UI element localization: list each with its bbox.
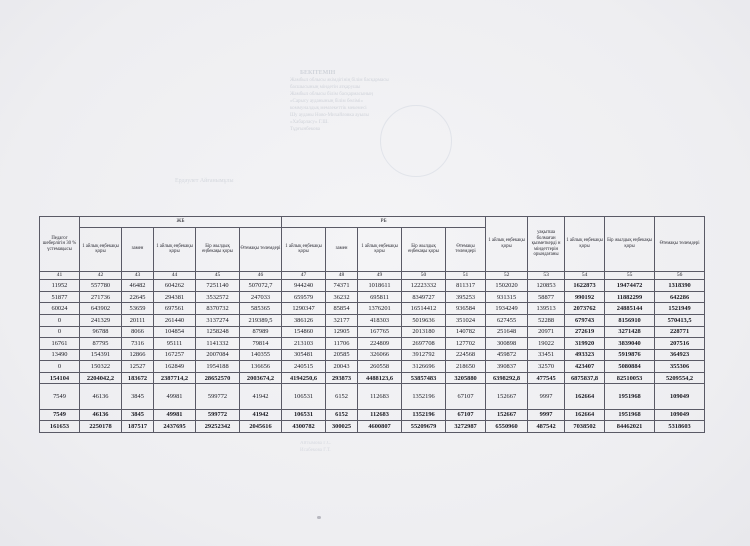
table-cell: 4194250,6 [282, 372, 326, 384]
column-number-row [40, 271, 705, 279]
table-cell: 2007084 [196, 349, 240, 361]
table-cell: 140355 [240, 349, 282, 361]
column-number: 53 [528, 271, 565, 279]
bleed-title: БЕКІТЕМІН [300, 70, 336, 76]
table-cell: 418303 [358, 314, 402, 326]
bleed-line: Жамбыл облысы әкімдігінің білім басқармасы [290, 78, 389, 83]
table-cell: 487542 [528, 421, 565, 433]
table-cell: 11952 [40, 280, 80, 292]
table-cell: 4600807 [358, 421, 402, 433]
table-cell: 154391 [80, 349, 122, 361]
table-cell: 8066 [122, 326, 154, 338]
table-row [40, 409, 705, 421]
table-cell: 20585 [326, 349, 358, 361]
table-cell: 6152 [326, 384, 358, 409]
table-cell: 931315 [486, 291, 528, 303]
table-cell: 599772 [196, 409, 240, 421]
header-cell: Бір жылдық еңбекақы қоры [402, 227, 446, 271]
table-cell: 127702 [446, 338, 486, 350]
table-cell: 7316 [122, 338, 154, 350]
table-cell: 936584 [446, 303, 486, 315]
table-cell: 272619 [565, 326, 605, 338]
table-cell: 271736 [80, 291, 122, 303]
table-cell: 294381 [154, 291, 196, 303]
table-cell: 585365 [240, 303, 282, 315]
table-cell: 659579 [282, 291, 326, 303]
table-cell: 52288 [528, 314, 565, 326]
table-cell: 161653 [40, 421, 80, 433]
header-cell: 1 айлық еңбекақы қоры [486, 217, 528, 272]
table-row [40, 303, 705, 315]
table-cell: 139513 [528, 303, 565, 315]
table-cell: 12905 [326, 326, 358, 338]
bleed-line: Айтымова Г.С. [300, 441, 332, 446]
bleed-line: коммуналдық мемлекеттік мекемесі [290, 106, 367, 111]
table-cell: 6152 [326, 409, 358, 421]
table-cell: 627455 [486, 314, 528, 326]
table-cell: 109049 [655, 409, 705, 421]
table-row [40, 291, 705, 303]
table-cell: 423407 [565, 361, 605, 373]
table-cell: 84462021 [605, 421, 655, 433]
table-cell: 0 [40, 326, 80, 338]
table-cell: 109049 [655, 384, 705, 409]
table-cell: 395253 [446, 291, 486, 303]
table-cell: 224568 [446, 349, 486, 361]
table-cell: 41942 [240, 409, 282, 421]
table-cell: 1290347 [282, 303, 326, 315]
table-cell: 24885144 [605, 303, 655, 315]
table-cell: 1521949 [655, 303, 705, 315]
table-cell: 41942 [240, 384, 282, 409]
bleed-line: «Сарысу ауданының білім бөлімі» [290, 99, 363, 104]
column-number: 54 [565, 271, 605, 279]
table-cell: 49981 [154, 384, 196, 409]
table-cell: 67107 [446, 409, 486, 421]
table-cell: 293873 [326, 372, 358, 384]
table-cell: 390837 [486, 361, 528, 373]
table-cell: 224809 [358, 338, 402, 350]
table-cell: 218650 [446, 361, 486, 373]
table-cell: 150322 [80, 361, 122, 373]
table-cell: 3126696 [402, 361, 446, 373]
table-cell: 477545 [528, 372, 565, 384]
table-cell: 7251140 [196, 280, 240, 292]
table-cell: 16761 [40, 338, 80, 350]
table-cell: 12527 [122, 361, 154, 373]
table-cell: 85854 [326, 303, 358, 315]
table-cell: 33451 [528, 349, 565, 361]
table-cell: 7549 [40, 384, 80, 409]
header-group-rb: РБ [282, 217, 486, 228]
table-cell: 87989 [240, 326, 282, 338]
table-cell: 5919876 [605, 349, 655, 361]
table-cell: 2697708 [402, 338, 446, 350]
table-cell: 5209554,2 [655, 372, 705, 384]
table-cell: 152667 [486, 409, 528, 421]
table-cell: 11882299 [605, 291, 655, 303]
table-cell: 1622873 [565, 280, 605, 292]
header-cell: Бір жылдық еңбекақы қоры [605, 217, 655, 272]
table-cell: 570413,5 [655, 314, 705, 326]
header-cell: 1 айлық еңбекақы қоры [358, 227, 402, 271]
bleed-through-mid: Ердәулет Айғанымұлы [175, 178, 234, 184]
header-cell: Өтемақы төлемдері [446, 227, 486, 271]
table-cell: 106531 [282, 384, 326, 409]
table-cell: 493323 [565, 349, 605, 361]
table-cell: 643902 [80, 303, 122, 315]
table-cell: 106531 [282, 409, 326, 421]
table-cell: 3137274 [196, 314, 240, 326]
table-cell: 679743 [565, 314, 605, 326]
table-cell: 213103 [282, 338, 326, 350]
bleed-line: «Хабарласу» Г.Ш. [290, 120, 329, 125]
table-cell: 20971 [528, 326, 565, 338]
table-cell: 2387714,2 [154, 372, 196, 384]
table-cell: 152667 [486, 384, 528, 409]
table-cell: 557780 [80, 280, 122, 292]
table-row [40, 372, 705, 384]
table-cell: 58877 [528, 291, 565, 303]
table-cell: 695811 [358, 291, 402, 303]
table-cell: 5080884 [605, 361, 655, 373]
table-cell: 183672 [122, 372, 154, 384]
table-cell: 112683 [358, 409, 402, 421]
table-cell: 87795 [80, 338, 122, 350]
table-cell: 9997 [528, 384, 565, 409]
table-cell: 305481 [282, 349, 326, 361]
table-cell: 247033 [240, 291, 282, 303]
salary-table [39, 216, 705, 433]
column-number: 48 [326, 271, 358, 279]
table-cell: 261440 [154, 314, 196, 326]
table-cell: 2003674,2 [240, 372, 282, 384]
scan-speck [317, 516, 321, 519]
table-cell: 187517 [122, 421, 154, 433]
table-cell: 32177 [326, 314, 358, 326]
table-cell: 12866 [122, 349, 154, 361]
table-cell: 53857483 [402, 372, 446, 384]
stamp-ghost [380, 105, 452, 177]
table-cell: 60024 [40, 303, 80, 315]
header-cell: 1 айлық еңбекақы қоры [80, 227, 122, 271]
table-cell: 3272987 [446, 421, 486, 433]
table-cell: 3205880 [446, 372, 486, 384]
table-cell: 2250178 [80, 421, 122, 433]
column-number: 45 [196, 271, 240, 279]
table-cell: 2013180 [402, 326, 446, 338]
table-cell: 3271428 [605, 326, 655, 338]
column-number: 52 [486, 271, 528, 279]
table-cell: 8156910 [605, 314, 655, 326]
table-cell: 3845 [122, 409, 154, 421]
table-cell: 162664 [565, 409, 605, 421]
table-cell: 162849 [154, 361, 196, 373]
header-group-jb: ЖБ [80, 217, 282, 228]
table-cell: 6398292,8 [486, 372, 528, 384]
column-number: 49 [358, 271, 402, 279]
table-cell: 1502020 [486, 280, 528, 292]
table-cell: 319920 [565, 338, 605, 350]
bleed-line: басшысының міндетін атқарушы [290, 85, 361, 90]
table-cell: 19022 [528, 338, 565, 350]
column-number: 51 [446, 271, 486, 279]
table-cell: 51877 [40, 291, 80, 303]
table-cell: 67107 [446, 384, 486, 409]
column-number: 46 [240, 271, 282, 279]
table-cell: 95111 [154, 338, 196, 350]
bleed-line: Тұрғынбекова [290, 127, 321, 132]
header-cell: 1 айлық еңбекақы қоры [282, 227, 326, 271]
table-cell: 459872 [486, 349, 528, 361]
table-cell: 6875837,8 [565, 372, 605, 384]
header-cell: Өтемақы төлемдері [655, 217, 705, 272]
column-number: 41 [40, 271, 80, 279]
table-cell: 355306 [655, 361, 705, 373]
table-cell: 13490 [40, 349, 80, 361]
table-cell: 154860 [282, 326, 326, 338]
table-cell: 112683 [358, 384, 402, 409]
table-cell: 3532572 [196, 291, 240, 303]
table-cell: 386126 [282, 314, 326, 326]
table-cell: 5318603 [655, 421, 705, 433]
table-cell: 28652570 [196, 372, 240, 384]
table-cell: 167257 [154, 349, 196, 361]
table-cell: 32570 [528, 361, 565, 373]
table-cell: 1141332 [196, 338, 240, 350]
table-cell: 1954188 [196, 361, 240, 373]
table-cell: 1258248 [196, 326, 240, 338]
table-cell: 4488123,6 [358, 372, 402, 384]
table-cell: 260558 [358, 361, 402, 373]
table-cell: 53659 [122, 303, 154, 315]
table-cell: 29252342 [196, 421, 240, 433]
table-cell: 300025 [326, 421, 358, 433]
table-cell: 16514412 [402, 303, 446, 315]
table-cell: 1018611 [358, 280, 402, 292]
table-cell: 364923 [655, 349, 705, 361]
table-cell: 3845 [122, 384, 154, 409]
table-cell: 1318390 [655, 280, 705, 292]
table-cell: 49981 [154, 409, 196, 421]
table-cell: 990192 [565, 291, 605, 303]
table-cell: 0 [40, 314, 80, 326]
table-cell: 120853 [528, 280, 565, 292]
column-number: 47 [282, 271, 326, 279]
header-cell: замен [122, 227, 154, 271]
header-cell: уақытша болмаған қызметкерді н міндеттерін орындағаны [528, 217, 565, 272]
column-number: 44 [154, 271, 196, 279]
table-row [40, 361, 705, 373]
table-cell: 219389,5 [240, 314, 282, 326]
table-cell: 1951968 [605, 409, 655, 421]
table-cell: 2437695 [154, 421, 196, 433]
table-cell: 3912792 [402, 349, 446, 361]
header-cell: Бір жылдық еңбекақы қоры [196, 227, 240, 271]
column-number: 56 [655, 271, 705, 279]
table-cell: 642286 [655, 291, 705, 303]
table-cell: 8370732 [196, 303, 240, 315]
table-row [40, 338, 705, 350]
table-cell: 241329 [80, 314, 122, 326]
table-cell: 36232 [326, 291, 358, 303]
table-row [40, 280, 705, 292]
table-cell: 9997 [528, 409, 565, 421]
table-cell: 1352196 [402, 409, 446, 421]
table-row [40, 349, 705, 361]
table-cell: 697561 [154, 303, 196, 315]
table-cell: 46136 [80, 409, 122, 421]
bleed-line: Жамбыл облысы білім басқармасының [290, 92, 373, 97]
table-cell: 104854 [154, 326, 196, 338]
table-cell: 604262 [154, 280, 196, 292]
table-cell: 1934249 [486, 303, 528, 315]
table-cell: 46136 [80, 384, 122, 409]
table-cell: 46482 [122, 280, 154, 292]
table-cell: 7549 [40, 409, 80, 421]
header-teacher-bonus: Педагог шеберлігін 30 % үстемақысы [40, 217, 80, 272]
table-cell: 8349727 [402, 291, 446, 303]
table-cell: 507072,7 [240, 280, 282, 292]
table-cell: 811317 [446, 280, 486, 292]
table-cell: 240515 [282, 361, 326, 373]
table-cell: 20111 [122, 314, 154, 326]
column-number: 50 [402, 271, 446, 279]
column-number: 42 [80, 271, 122, 279]
table-cell: 1376201 [358, 303, 402, 315]
table-cell: 96788 [80, 326, 122, 338]
table-cell: 82510053 [605, 372, 655, 384]
table-cell: 4300782 [282, 421, 326, 433]
table-cell: 351024 [446, 314, 486, 326]
column-number: 55 [605, 271, 655, 279]
bleed-line: Шу ауданы Ново-Михайловка ауылы [290, 113, 369, 118]
table-cell: 162664 [565, 384, 605, 409]
table-cell: 251648 [486, 326, 528, 338]
table-cell: 79814 [240, 338, 282, 350]
table-cell: 22645 [122, 291, 154, 303]
table-cell: 207516 [655, 338, 705, 350]
table-cell: 2204042,2 [80, 372, 122, 384]
table-cell: 140782 [446, 326, 486, 338]
table-cell: 0 [40, 361, 80, 373]
table-row [40, 384, 705, 409]
table-row [40, 314, 705, 326]
table-cell: 599772 [196, 384, 240, 409]
table-cell: 228771 [655, 326, 705, 338]
table-cell: 11706 [326, 338, 358, 350]
table-cell: 326066 [358, 349, 402, 361]
table-cell: 3839040 [605, 338, 655, 350]
table-cell: 2073762 [565, 303, 605, 315]
header-row-group [40, 217, 705, 228]
header-cell: 1 айлық еңбекақы қоры [565, 217, 605, 272]
table-cell: 2045616 [240, 421, 282, 433]
table-cell: 136656 [240, 361, 282, 373]
table-cell: 55209679 [402, 421, 446, 433]
table-cell: 6550960 [486, 421, 528, 433]
table-cell: 74371 [326, 280, 358, 292]
table-cell: 20043 [326, 361, 358, 373]
column-number: 43 [122, 271, 154, 279]
header-cell: замен [326, 227, 358, 271]
table-cell: 944240 [282, 280, 326, 292]
bleed-line: Исабекова Г.Т. [300, 448, 331, 453]
header-cell: 1 айлық еңбекақы қоры [154, 227, 196, 271]
table-cell: 154104 [40, 372, 80, 384]
table-row [40, 421, 705, 433]
table-cell: 19474472 [605, 280, 655, 292]
table-row [40, 326, 705, 338]
bleed-through-bottom [300, 440, 331, 454]
table-cell: 12223332 [402, 280, 446, 292]
table-cell: 7038502 [565, 421, 605, 433]
table-cell: 5019636 [402, 314, 446, 326]
table-cell: 300898 [486, 338, 528, 350]
table-cell: 1951968 [605, 384, 655, 409]
table-cell: 167765 [358, 326, 402, 338]
header-cell: Өтемақы төлемдері [240, 227, 282, 271]
table-cell: 1352196 [402, 384, 446, 409]
